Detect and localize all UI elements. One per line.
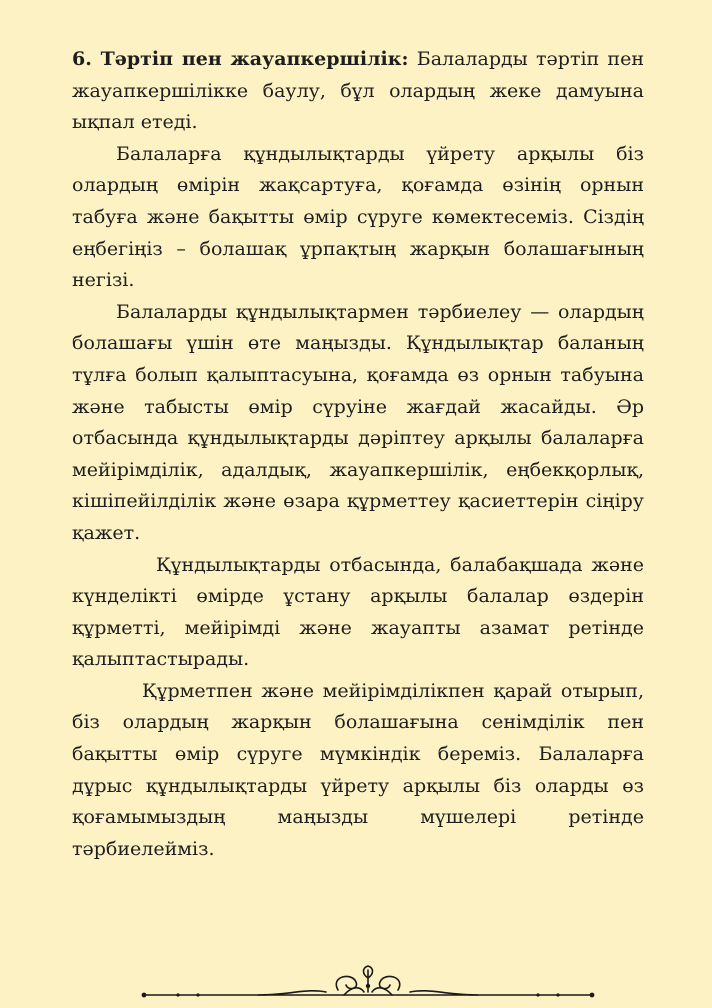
ornament-right-dot-2 [556, 993, 559, 996]
ornament-center-dot [366, 984, 370, 988]
ornament-left-dot-2 [196, 993, 199, 996]
document-body [72, 44, 644, 865]
section-heading-colon: : [401, 48, 409, 70]
body-paragraph-1: Балаларға құндылықтарды үйрету арқылы біз олардың өмірін жақсартуға, қоғамда өзінің орнын табуға және бақытты өмір сүруге көмектесеміз. Сіздің еңбегіңіз – болашақ ұрпақтың жарқын болашағының негізі. [72, 142, 644, 292]
ornament-right-curl [372, 988, 392, 995]
scroll-divider-ornament-icon [138, 962, 598, 1002]
section-lead-text: Балаларды тәртіп пен жауапкершілікке баулу, бұл олардың жеке дамуына ықпал етеді. [72, 48, 644, 134]
ornament-right-dot-1 [536, 993, 539, 996]
ornament-left-dot-1 [176, 993, 179, 996]
section-lead-paragraph [72, 44, 644, 139]
body-paragraph-2: Балаларды құндылықтармен тәрбиелеу — олардың болашағы үшін өте маңызды. Құндылықтар баланың тұлға болып қалыптасуына, қоғамда өз орнын табуына және табысты өмір сүруіне жағдай жасайды. Әр отбасында құндылықтарды дәріптеу арқылы балаларға мейірімділік, адалдық, жауапкершілік, еңбекқорлық, кішіпейілділік және өзара құрметтеу қасиеттерін сіңіру қажет. [72, 300, 644, 544]
ornament-left-curl [344, 988, 364, 995]
body-paragraph-4: Құрметпен және мейірімділікпен қарай отырып, біз олардың жарқын болашағына сенімділік пен бақытты өмір сүруге мүмкіндік береміз. Балаларға дұрыс құндылықтарды үйрету арқылы біз оларды өз қоғамымыздың маңызды мүшелері ретінде тәрбиелейміз. [72, 679, 644, 860]
body-paragraph-3: Құндылықтарды отбасында, балабақшада және күнделікті өмірде ұстану арқылы балалар өздерін құрметті, мейірімді және жауапты азамат ретінде қалыптастырады. [72, 553, 644, 671]
ornament-right-end-dot [590, 993, 595, 998]
section-heading: 6. Тәртіп пен жауапкершілік [72, 48, 402, 70]
ornament-left-end-dot [142, 993, 147, 998]
